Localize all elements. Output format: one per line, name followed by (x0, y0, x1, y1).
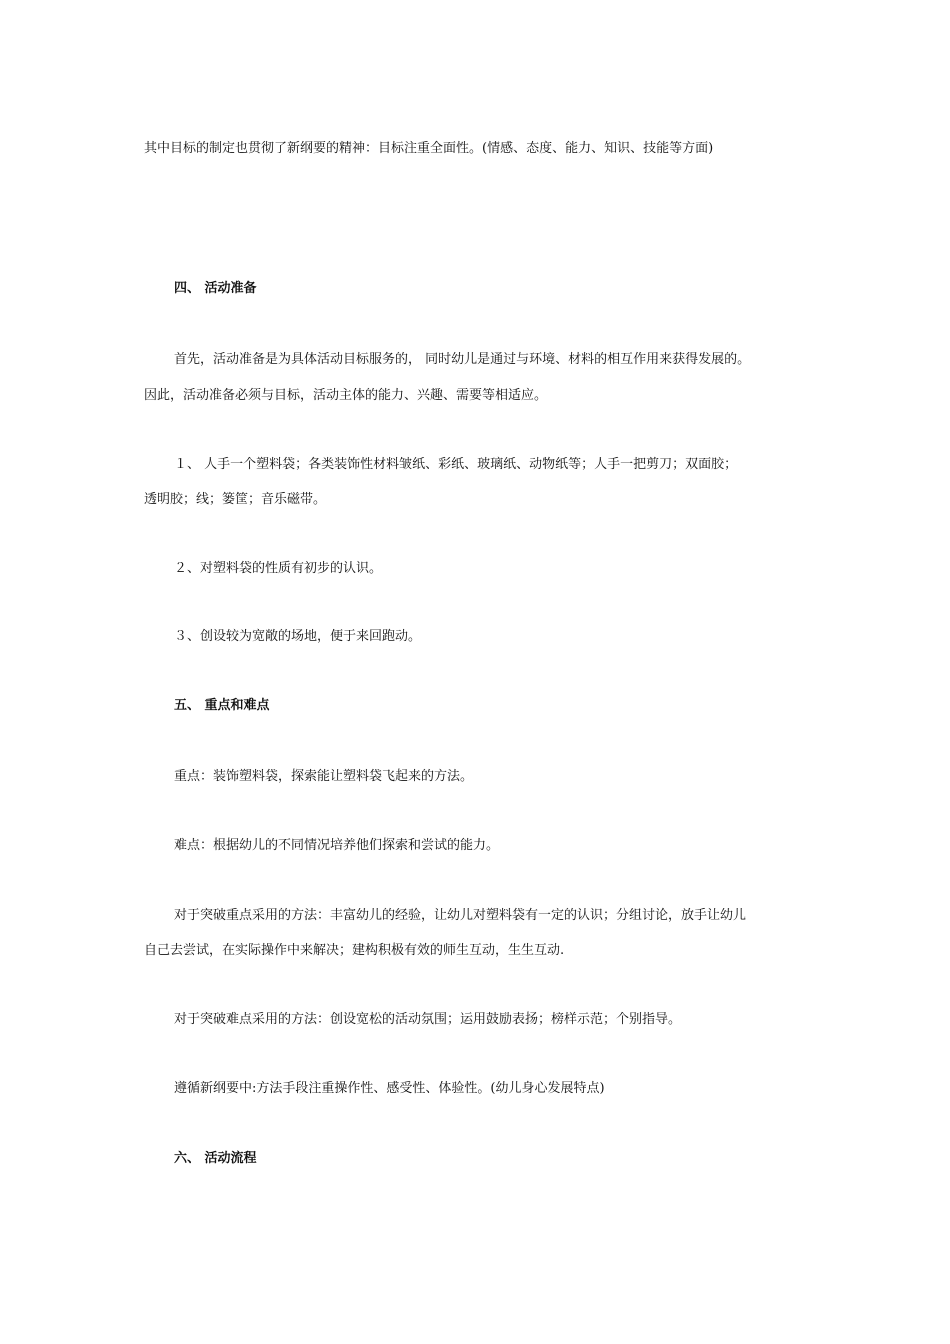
intro-paragraph: 其中目标的制定也贯彻了新纲要的精神：目标注重全面性。(情感、态度、能力、知识、技能等方面) (144, 141, 714, 156)
section-5-heading: 五、 重点和难点 (174, 698, 270, 713)
key-method-line-1: 对于突破重点采用的方法：丰富幼儿的经验，让幼儿对塑料袋有一定的认识；分组讨论，放手让幼儿 (174, 908, 747, 923)
difficulty-method: 对于突破难点采用的方法：创设宽松的活动氛围；运用鼓励表扬；榜样示范；个别指导。 (174, 1012, 682, 1027)
prep-item-3: ３、创设较为宽敞的场地，便于来回跑动。 (174, 629, 422, 644)
principle-statement: 遵循新纲要中:方法手段注重操作性、感受性、体验性。(幼儿身心发展特点) (174, 1081, 605, 1096)
prep-item-1-line-2: 透明胶；线；篓筐；音乐磁带。 (144, 492, 327, 507)
key-point: 重点：装饰塑料袋，探索能让塑料袋飞起来的方法。 (174, 769, 474, 784)
prep-item-1-line-1: １、 人手一个塑料袋；各类装饰性材料皱纸、彩纸、玻璃纸、动物纸等；人手一把剪刀；双面胶； (174, 457, 738, 472)
difficulty: 难点：根据幼儿的不同情况培养他们探索和尝试的能力。 (174, 838, 500, 853)
key-method-line-2: 自己去尝试，在实际操作中来解决；建构积极有效的师生互动，生生互动. (144, 943, 565, 958)
section-4-heading: 四、 活动准备 (174, 281, 257, 296)
section-6-heading: 六、 活动流程 (174, 1151, 257, 1166)
section-4-paragraph-line-1: 首先，活动准备是为具体活动目标服务的， 同时幼儿是通过与环境、材料的相互作用来获得发展的。 (174, 352, 751, 367)
section-4-paragraph-line-2: 因此，活动准备必须与目标，活动主体的能力、兴趣、需要等相适应。 (144, 388, 548, 403)
prep-item-2: ２、对塑料袋的性质有初步的认识。 (174, 561, 383, 576)
